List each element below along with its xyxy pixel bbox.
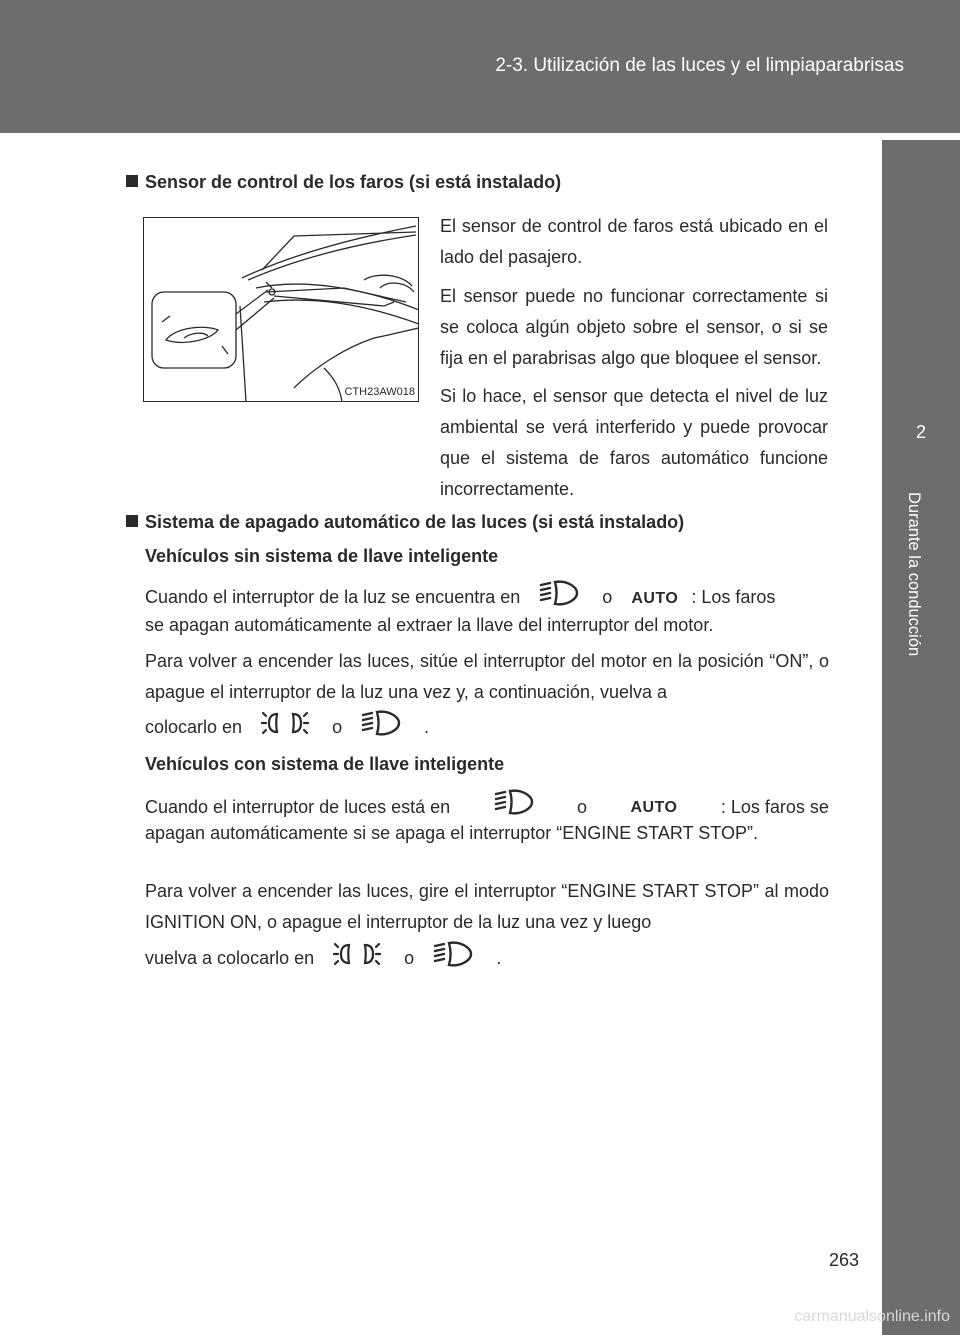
no-smart-key-line-1: Cuando el interruptor de la luz se encuentra en o AUTO : Los faros bbox=[145, 579, 775, 617]
sensor-paragraph-2: El sensor puede no funcionar correctamente si se coloca algún objeto sobre el sensor, o si se fija en el parabrisas algo que bloquee el sensor. bbox=[440, 286, 828, 368]
subheading-smart-key: Vehículos con sistema de llave inteligente bbox=[145, 754, 505, 774]
section-heading-auto-off: Sistema de apagado automático de las luces (si está instalado) bbox=[126, 512, 684, 533]
auto-icon: AUTO bbox=[631, 589, 679, 607]
subheading-no-smart-key: Vehículos sin sistema de llave inteligente bbox=[145, 546, 499, 566]
image-code: CTH23AW018 bbox=[344, 386, 415, 398]
parking-light-icon bbox=[261, 709, 309, 747]
no-smart-key-line-2: se apagan automáticamente al extraer la llave del interruptor del motor. bbox=[145, 615, 714, 635]
chapter-number: 2 bbox=[915, 422, 926, 442]
bullet-square-icon bbox=[126, 175, 138, 187]
sensor-paragraph-3: Si lo hace, el sensor que detecta el nivel de luz ambiental se verá interferido y puede provocar que el sistema de faros automático funcione incorrectamente. bbox=[440, 386, 828, 499]
sensor-illustration bbox=[143, 217, 419, 402]
smart-key-paragraph-2: Para volver a encender las luces, gire el interruptor “ENGINE START STOP” al modo IGNITION ON, o apague el interruptor de la luz una vez y luego bbox=[145, 881, 829, 932]
smart-key-line-1: Cuando el interruptor de luces está en o AUTO : Los faros se bbox=[145, 788, 829, 826]
bullet-square-icon bbox=[126, 515, 138, 527]
section-heading-sensor: Sensor de control de los faros (si está instalado) bbox=[126, 172, 561, 193]
auto-icon: AUTO bbox=[630, 798, 678, 816]
windshield-sensor-drawing bbox=[144, 218, 419, 402]
smart-key-line-end: vuelva a colocarlo en o . bbox=[145, 940, 501, 978]
page-header bbox=[0, 0, 960, 133]
smart-key-paragraph-1: apagan automáticamente si se apaga el interruptor “ENGINE START STOP”. bbox=[145, 823, 758, 843]
headlight-icon bbox=[361, 709, 401, 747]
no-smart-key-line-end: colocarlo en o . bbox=[145, 709, 429, 747]
no-smart-key-paragraph-2: Para volver a encender las luces, sitúe el interruptor del motor en la posición “ON”, o apague el interruptor de la luz una vez y, a continuación, vuelva a bbox=[145, 651, 829, 702]
side-tab-divider bbox=[882, 133, 960, 140]
sensor-paragraph-1: El sensor de control de faros está ubicado en el lado del pasajero. bbox=[440, 216, 828, 267]
parking-light-icon bbox=[333, 940, 381, 978]
chapter-name: Durante la conducción bbox=[905, 492, 923, 657]
chapter-side-tab bbox=[882, 133, 960, 1335]
watermark[interactable]: carmanualsonline.info bbox=[794, 1308, 950, 1325]
header-title: 2-3. Utilización de las luces y el limpiaparabrisas bbox=[495, 55, 904, 76]
page-number: 263 bbox=[829, 1250, 860, 1270]
headlight-icon bbox=[433, 940, 473, 978]
